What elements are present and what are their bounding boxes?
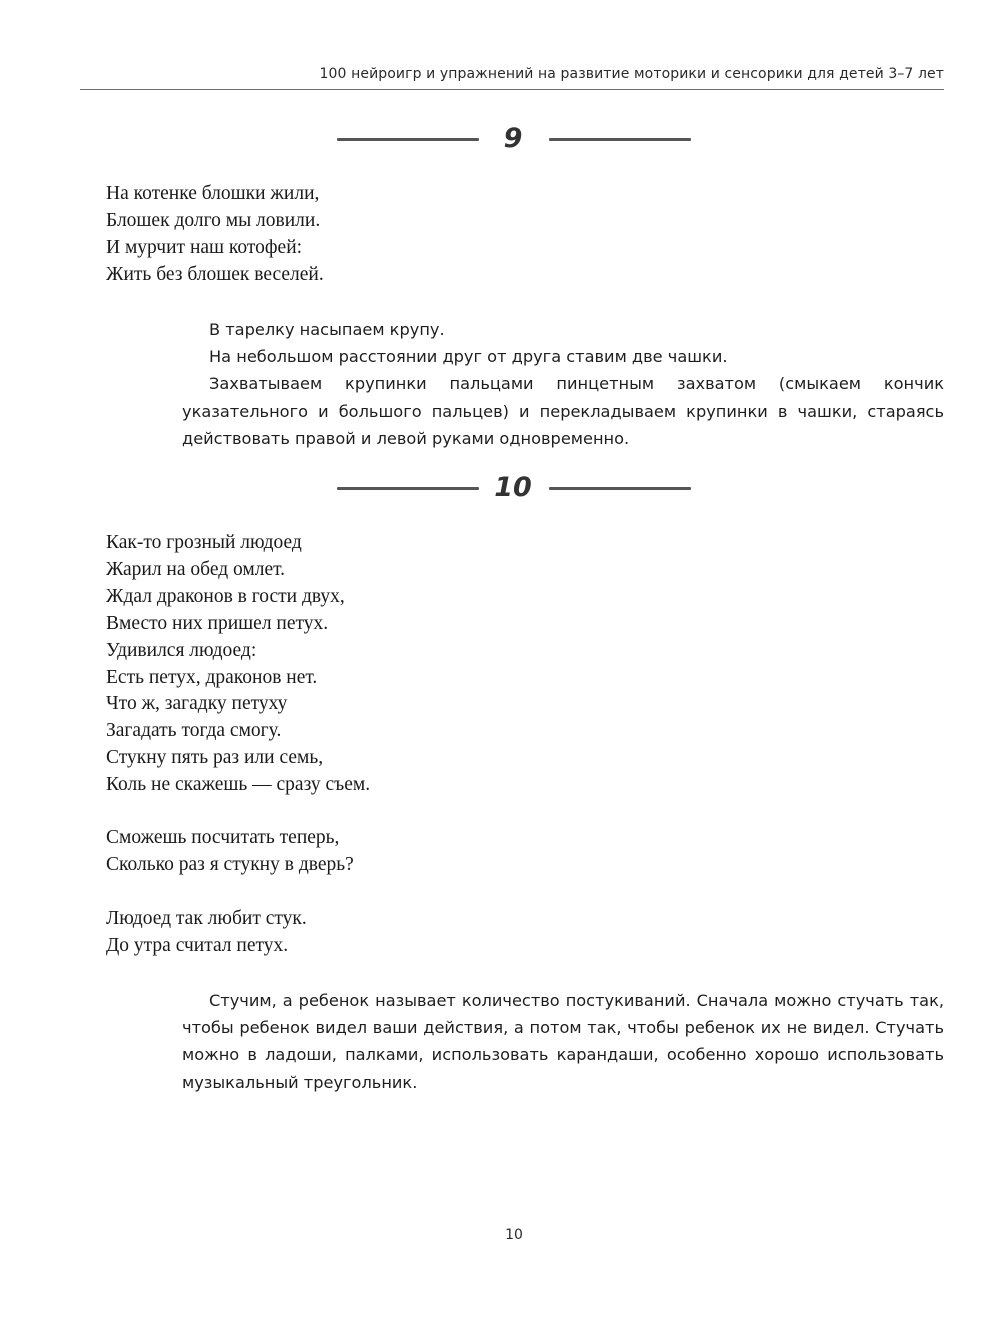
header-rule <box>80 89 944 90</box>
poem-line: Что ж, загадку петуху <box>106 693 288 715</box>
poem-line: Сможешь посчитать теперь, <box>106 827 340 848</box>
section-9-header <box>333 117 693 161</box>
header-rule-left <box>337 487 479 490</box>
poem-line: Загадать тогда смогу. <box>106 720 282 742</box>
poem-line: Людоед так любит стук. <box>106 908 307 929</box>
poem-line: Жарил на обед омлет. <box>106 558 286 580</box>
poem-line: Жить без блошек веселей. <box>106 263 324 285</box>
poem-line: Вместо них пришел петух. <box>106 612 329 634</box>
poem-stanza <box>106 825 354 879</box>
header-rule-right <box>549 138 691 141</box>
instruction-paragraph: В тарелку насыпаем крупу. <box>209 320 445 339</box>
page-number: 10 <box>505 1227 523 1243</box>
poem-line: Удивился людоед: <box>106 639 257 661</box>
instruction-paragraph: Захватываем крупинки пальцами пинцетным захватом (смыкаем кончик указательного и большого пальцев) и перекладываем крупинки в чашки, стараясь действовать правой и левой руками одновременно. <box>182 374 944 448</box>
instructions-block <box>182 316 944 452</box>
section-10-header <box>333 466 693 510</box>
poem-line: Ждал драконов в гости двух, <box>106 585 345 607</box>
header-rule-left <box>337 138 479 141</box>
section-number: 10 <box>494 472 532 503</box>
section-number: 9 <box>503 123 523 154</box>
header-rule-right <box>549 487 691 490</box>
poem-line: Блошек долго мы ловили. <box>106 209 321 231</box>
poem-line: Есть петух, драконов нет. <box>106 666 318 688</box>
poem-stanza <box>106 530 370 799</box>
poem-line: Как-то грозный людоед <box>106 532 302 553</box>
poem-line: Стукну пять раз или семь, <box>106 747 324 769</box>
running-head: 100 нейроигр и упражнений на развитие моторики и сенсорики для детей 3–7 лет <box>319 66 944 82</box>
poem-line: И мурчит наш котофей: <box>106 236 303 258</box>
instruction-paragraph: На небольшом расстоянии друг от друга ставим две чашки. <box>209 347 728 367</box>
instruction-paragraph: Стучим, а ребенок называет количество постукиваний. Сначала можно стучать так, чтобы ребенок видел ваши действия, а потом так, чтобы ребенок их не видел. Стучать можно в ладоши, палками, использовать карандаши, особенно хорошо использовать музыкальный треугольник. <box>182 991 944 1092</box>
poem-stanza <box>106 906 307 960</box>
poem-stanza <box>106 181 324 289</box>
poem-line: Сколько раз я стукну в дверь? <box>106 853 354 875</box>
poem-line: Коль не скажешь — сразу съем. <box>106 774 371 796</box>
instructions-block <box>182 987 944 1096</box>
poem-line: На котенке блошки жили, <box>106 183 320 204</box>
poem-line: До утра считал петух. <box>106 934 289 956</box>
